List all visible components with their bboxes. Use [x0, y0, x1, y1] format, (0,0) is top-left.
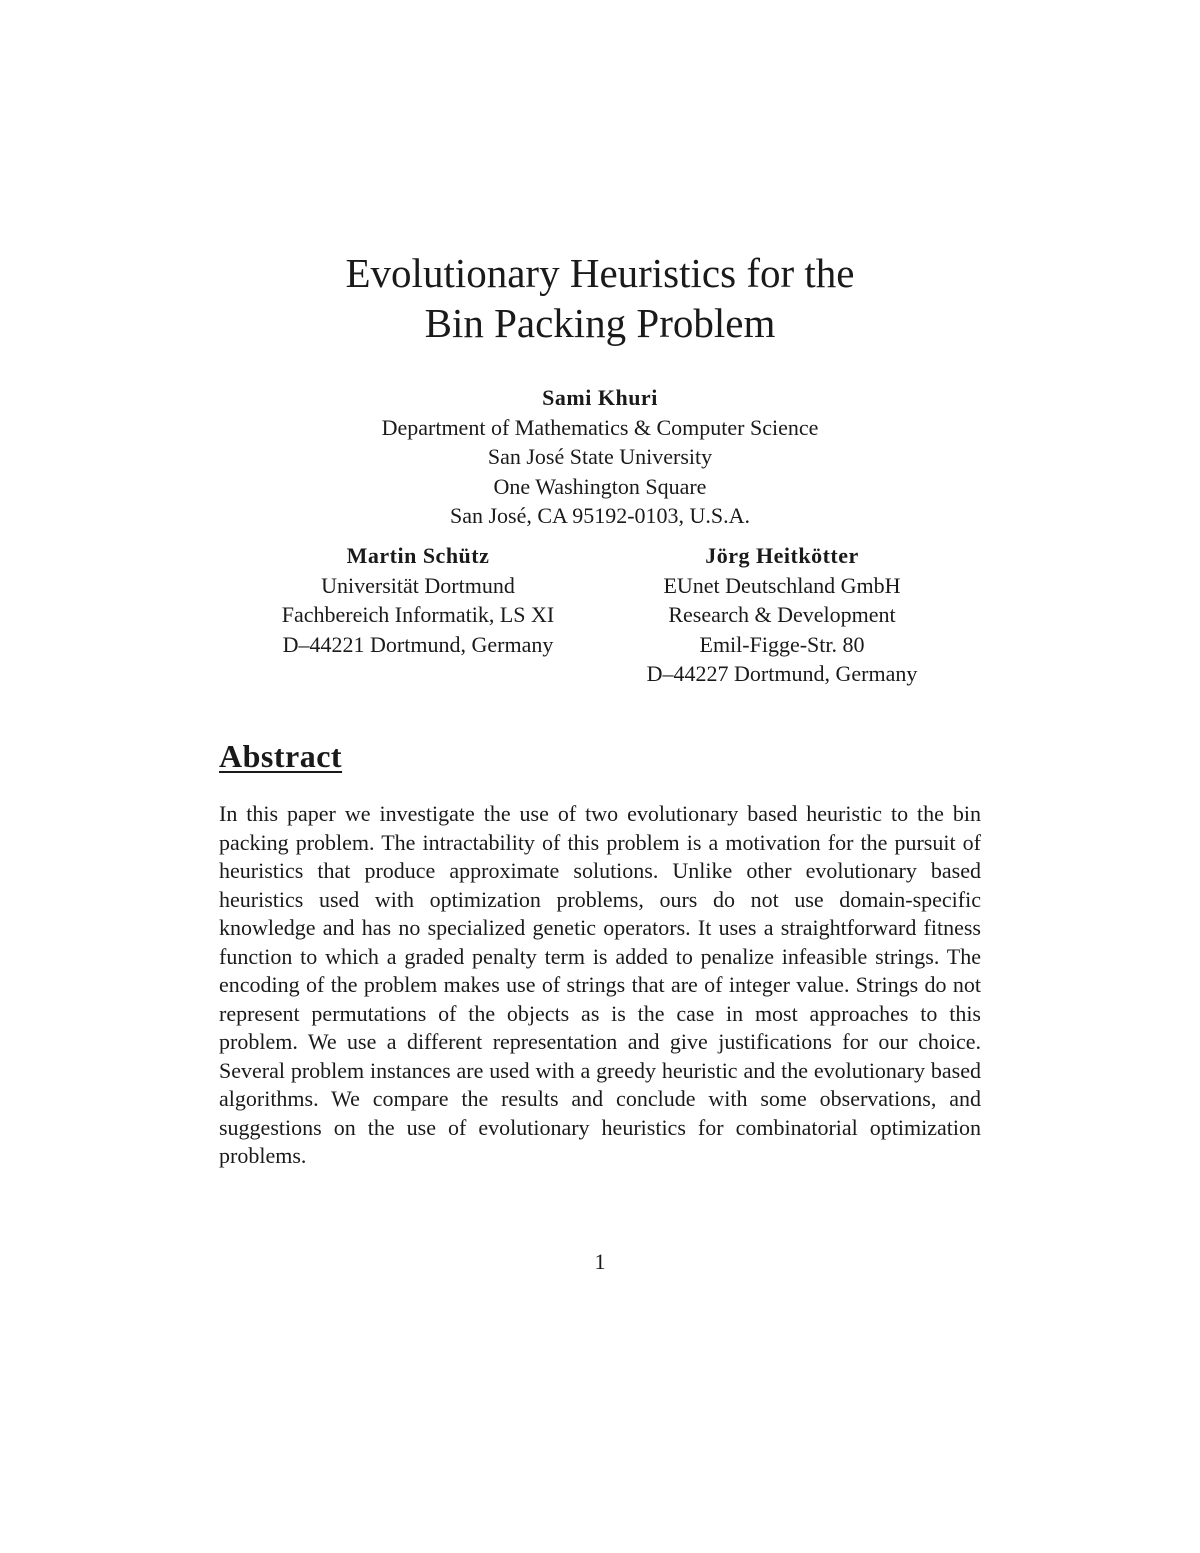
title-line: Bin Packing Problem [424, 300, 776, 346]
affiliation-line: Universität Dortmund [321, 572, 515, 598]
affiliation-line: Department of Mathematics & Computer Science [381, 414, 819, 440]
page-number: 1 [594, 1249, 606, 1274]
paper-title [0, 248, 1200, 348]
abstract-text: In this paper we investigate the use of two evolutionary based heuristic to the bin packing problem. The intractability of this problem is a motivation for the pursuit of heuristics that produce approximate solutions. Unlike other evolutionary based heuristics used with optimization problems, ours do not use domain-specific knowledge and has no specialized genetic operators. It uses a straightforward fitness function to which a graded penalty term is added to penalize infeasible strings. The encoding of the problem makes use of strings that are of integer value. Strings do not represent permutations of the objects as is the case in most approaches to this problem. We use a different representation and give justifications for our choice. Several problem instances are used with a greedy heuristic and the evolutionary based algorithms. We compare the results and conclude with some observations, and suggestions on the use of evolutionary heuristics for combinatorial optimization problems. [219, 801, 981, 1168]
author-name: Sami Khuri [542, 385, 658, 410]
abstract-heading: Abstract [219, 738, 343, 774]
affiliation-line: D–44221 Dortmund, Germany [282, 631, 554, 657]
affiliation-line: Emil-Figge-Str. 80 [699, 631, 865, 657]
author-name: Martin Schütz [346, 543, 490, 568]
coauthor-block-right [600, 541, 964, 689]
coauthor-block-left [238, 541, 598, 659]
affiliation-line: San José State University [487, 444, 713, 469]
affiliation-line: Fachbereich Informatik, LS XI [281, 602, 555, 627]
affiliation-line: One Washington Square [493, 473, 707, 499]
title-line: Evolutionary Heuristics for the [345, 250, 855, 296]
affiliation-line: D–44227 Dortmund, Germany [646, 661, 918, 686]
author-name: Jörg Heitkötter [705, 543, 859, 568]
affiliation-line: Research & Development [668, 602, 896, 627]
affiliation-line: EUnet Deutschland GmbH [663, 572, 901, 598]
primary-author-block [0, 383, 1200, 531]
affiliation-line: San José, CA 95192-0103, U.S.A. [449, 503, 751, 528]
